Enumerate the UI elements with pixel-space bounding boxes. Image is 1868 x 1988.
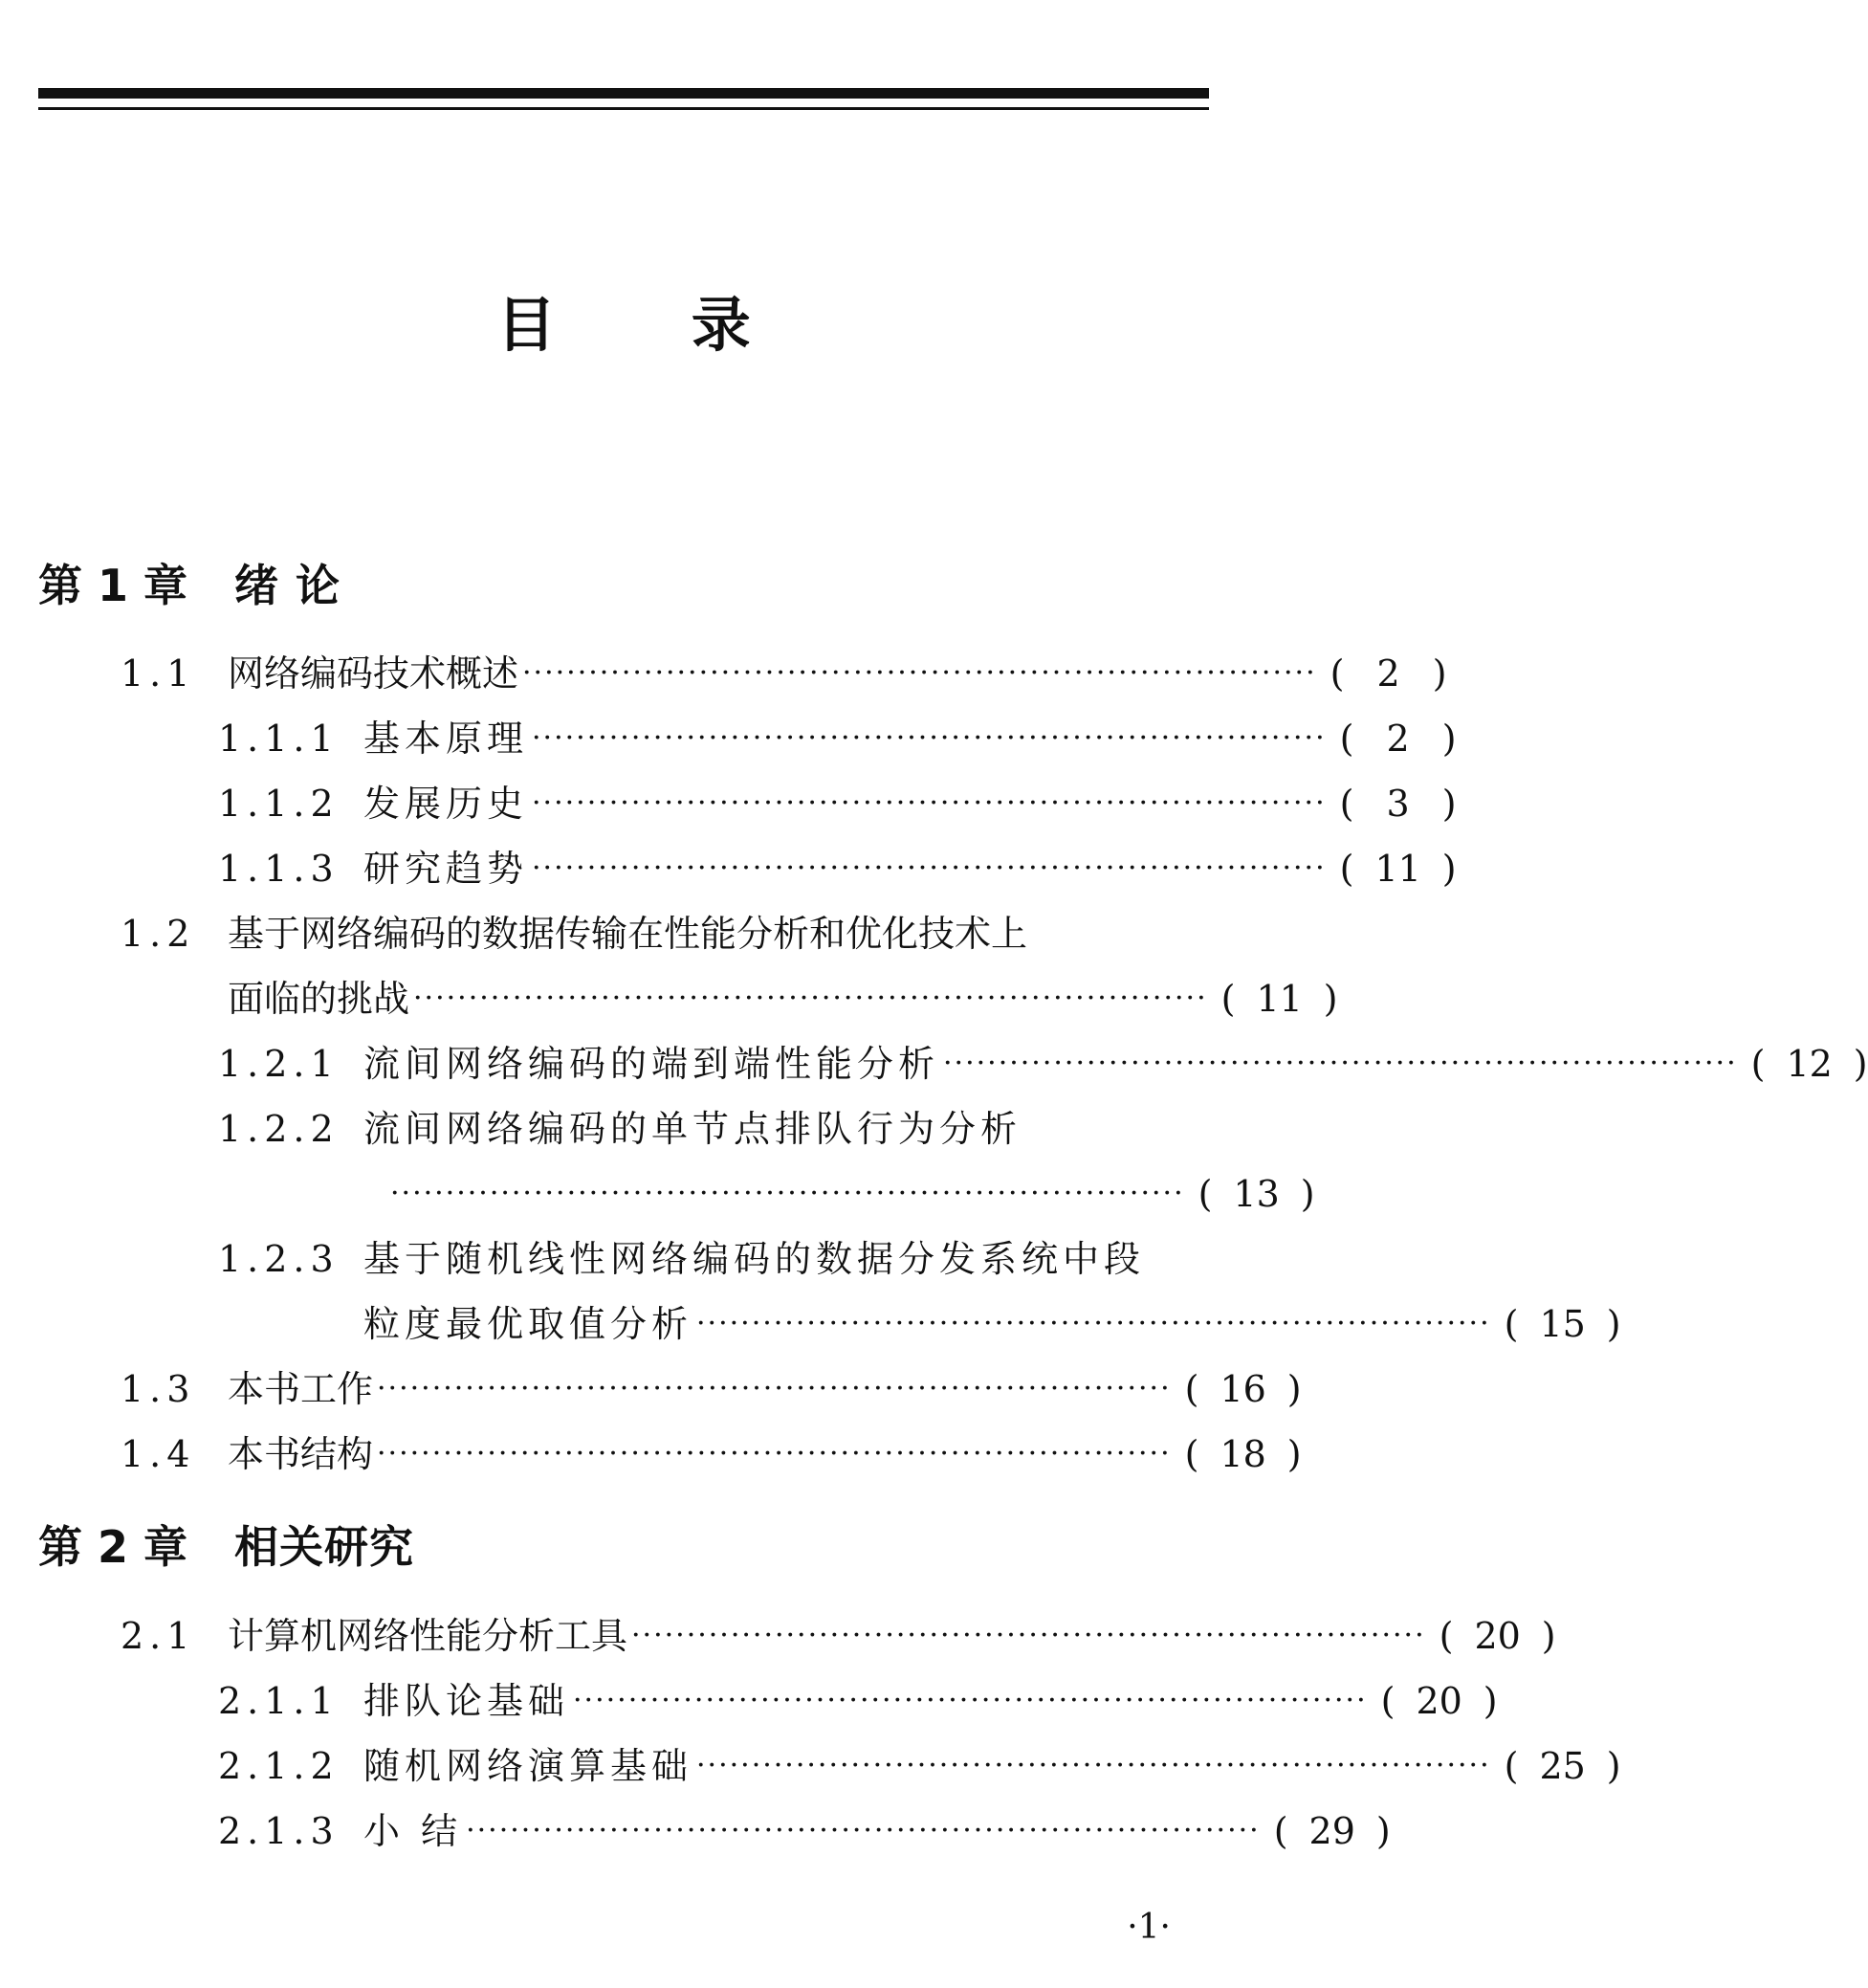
toc-entry-1-3[interactable] [121,1357,1302,1422]
section-number: 2.1.1 [218,1680,340,1722]
page-number: 29 [1308,1810,1355,1852]
section-title: 计算机网络性能分析工具 [228,1615,628,1657]
section-title: 基于网络编码的数据传输在性能分析和优化技术上 [228,913,1028,955]
page-ref: ( 3 ) [1340,771,1457,836]
section-number: 1.1.1 [218,718,340,760]
toc-entry-1-1-2[interactable] [218,771,1457,836]
page-number: 15 [1539,1303,1586,1345]
page-ref: ( 11 ) [1340,836,1457,901]
section-number: 1.1.3 [218,848,340,890]
section-number: 1.2 [121,913,196,955]
page-ref: ( 25 ) [1505,1734,1621,1799]
toc-entry-1-2-continued[interactable] [228,966,1338,1031]
footer-page-number: ·1· [1127,1908,1171,1947]
dot-leader: ········································································ [573,1684,1368,1717]
section-number: 1.1.2 [218,783,340,825]
section-title: 随机网络演算基础 [363,1745,693,1787]
section-number: 1.2.2 [218,1108,340,1150]
dot-leader: ········································································ [522,656,1317,690]
dot-leader: ········································································ [943,1047,1738,1080]
page-ref: ( 11 ) [1221,966,1338,1031]
page-number: 11 [1256,978,1303,1020]
section-title-continued: 面临的挑战 [228,978,410,1020]
toc-entry-1-4[interactable] [121,1422,1302,1487]
page-ref: ( 12 ) [1751,1031,1868,1096]
page-number: 12 [1786,1043,1833,1085]
section-title: 基本原理 [363,718,529,760]
page-ref: ( 18 ) [1185,1422,1302,1487]
dot-leader: ········································································ [696,1749,1491,1782]
section-title: 本书工作 [228,1368,374,1410]
section-title: 流间网络编码的端到端性能分析 [363,1043,940,1085]
page-number: 13 [1233,1173,1280,1215]
page-number: 2 [1386,718,1410,760]
section-title-continued: 粒度最优取值分析 [363,1303,693,1345]
page-number: 20 [1474,1615,1521,1657]
section-title: 网络编码技术概述 [228,652,519,695]
toc-entry-2-1-1[interactable] [218,1668,1498,1734]
page-ref: ( 15 ) [1505,1292,1621,1357]
page-ref: ( 2 ) [1330,641,1447,706]
section-number: 1.1 [121,652,196,695]
page-ref: ( 13 ) [1198,1161,1315,1226]
page-number: 25 [1539,1745,1586,1787]
dot-leader: ········································································ [532,851,1327,885]
page-ref: ( 2 ) [1340,706,1457,771]
dot-leader: ········································································ [466,1814,1261,1847]
page-number: 2 [1376,652,1400,695]
toc-entry-1-2-2-continued[interactable] [390,1161,1315,1226]
chapter-title: 相关研究 [234,1521,414,1573]
section-number: 2.1.3 [218,1810,340,1852]
chapter-title: 绪 论 [234,560,341,611]
page-ref: ( 20 ) [1439,1603,1556,1668]
section-title: 研究趋势 [363,848,529,890]
page-ref: ( 20 ) [1381,1668,1498,1734]
section-number: 1.2.3 [218,1238,340,1280]
page-number: 20 [1416,1680,1462,1722]
page-number: 3 [1386,783,1410,825]
dot-leader: ········································································ [532,721,1327,755]
dot-leader: ········································································ [413,982,1208,1015]
toc-entry-2-1-2[interactable] [218,1734,1621,1799]
toc-entry-1-2-2[interactable] [218,1096,1022,1161]
section-title: 小 结 [363,1810,463,1852]
toc-entry-1-1[interactable] [121,641,1447,706]
dot-leader: ········································································ [390,1177,1185,1210]
section-title: 流间网络编码的单节点排队行为分析 [363,1108,1022,1150]
section-title: 排队论基础 [363,1680,570,1722]
section-title: 发展历史 [363,783,529,825]
page-number: 18 [1220,1433,1266,1475]
header-rule-thick [38,88,1209,99]
section-number: 2.1.2 [218,1745,340,1787]
toc-entry-2-1-3[interactable] [218,1799,1391,1864]
chapter-heading-1 [38,555,341,616]
toc-entry-1-2-3-continued[interactable] [363,1292,1621,1357]
section-title: 本书结构 [228,1433,374,1475]
toc-entry-1-1-3[interactable] [218,836,1457,901]
dot-leader: ········································································ [631,1619,1426,1652]
chapter-number: 第 1 章 [38,560,188,611]
dot-leader: ········································································ [532,786,1327,820]
page-number: 11 [1374,848,1421,890]
toc-entry-1-2-3[interactable] [218,1226,1145,1292]
toc-entry-1-1-1[interactable] [218,706,1457,771]
section-title: 基于随机线性网络编码的数据分发系统中段 [363,1238,1146,1280]
page-ref: ( 16 ) [1185,1357,1302,1422]
dot-leader: ········································································ [377,1437,1172,1470]
section-number: 1.2.1 [218,1043,340,1085]
page-number: 16 [1220,1368,1266,1410]
section-number: 1.3 [121,1368,196,1410]
section-number: 1.4 [121,1433,196,1475]
toc-entry-1-2-1[interactable] [218,1031,1868,1096]
dot-leader: ········································································ [696,1307,1491,1340]
section-number: 2.1 [121,1615,196,1657]
page-title: 目 录 [496,290,808,360]
header-rule-thin [38,107,1209,110]
chapter-heading-2 [38,1516,414,1578]
toc-entry-2-1[interactable] [121,1603,1556,1668]
toc-entry-1-2[interactable] [121,901,1027,966]
chapter-number: 第 2 章 [38,1521,188,1573]
page-ref: ( 29 ) [1274,1799,1391,1864]
dot-leader: ········································································ [377,1372,1172,1405]
